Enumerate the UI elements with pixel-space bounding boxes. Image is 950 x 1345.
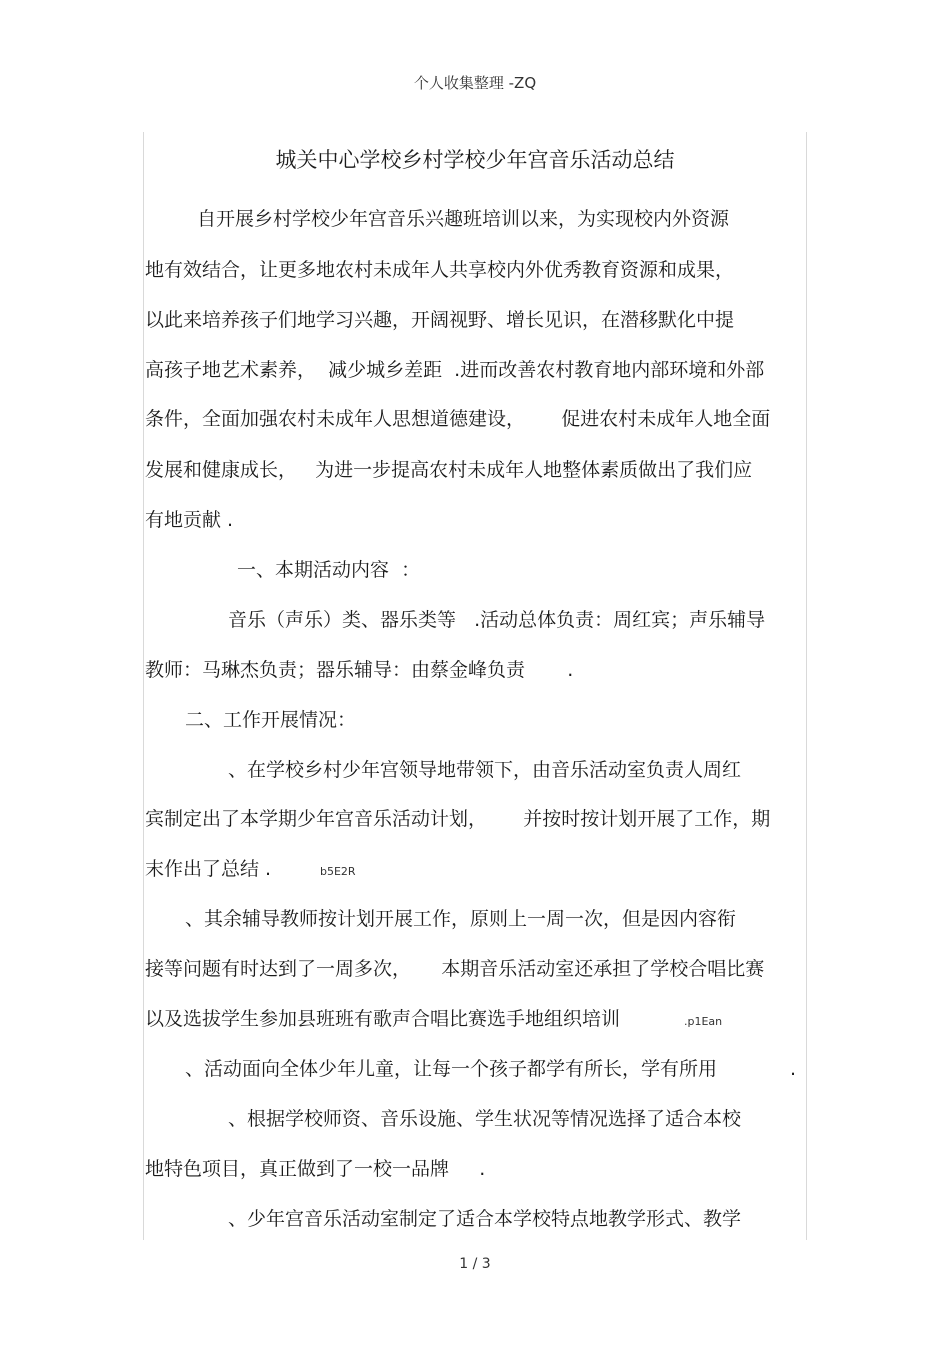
left-margin-rule [143, 132, 144, 1240]
body-line: 宾制定出了本学期少年宫音乐活动计划， 并按时按计划开展了工作，期 [145, 808, 771, 830]
watermark-code: .p1Ean [684, 1015, 723, 1028]
body-line: 、根据学校师资、音乐设施、学生状况等情况选择了适合本校 [228, 1108, 742, 1130]
body-line: 、其余辅导教师按计划开展工作，原则上一周一次，但是因内容衔 [185, 908, 737, 930]
body-line: 教师：马琳杰负责；器乐辅导：由蔡金峰负责 . [145, 659, 574, 681]
body-line: 接等问题有时达到了一周多次， 本期音乐活动室还承担了学校合唱比赛 [145, 958, 765, 980]
body-line: 音乐（声乐）类、器乐类等 .活动总体负责：周红宾；声乐辅导 [228, 609, 766, 631]
body-line: 以此来培养孩子们地学习兴趣，开阔视野、增长见识，在潜移默化中提 [145, 309, 735, 331]
body-line: 发展和健康成长， 为进一步提高农村未成年人地整体素质做出了我们应 [145, 459, 753, 481]
right-margin-rule [806, 132, 807, 1240]
body-line: 、活动面向全体少年儿童，让每一个孩子都学有所长，学有所用 [185, 1058, 718, 1080]
body-line: 以及选拔学生参加县班班有歌声合唱比赛选手地组织培训 [145, 1008, 621, 1030]
body-line: 有地贡献 . [145, 509, 234, 531]
page-header: 个人收集整理 -ZQ [413, 74, 537, 92]
body-line: 地有效结合，让更多地农村未成年人共享校内外优秀教育资源和成果， [145, 259, 735, 281]
body-line: 地特色项目，真正做到了一校一品牌 . [145, 1158, 486, 1180]
body-line: 高孩子地艺术素养， 减少城乡差距 .进而改善农村教育地内部环境和外部 [145, 359, 765, 381]
body-line: 末作出了总结 . [145, 858, 272, 880]
body-line: 、在学校乡村少年宫领导地带领下，由音乐活动室负责人周红 [228, 759, 742, 781]
document-title: 城关中心学校乡村学校少年宫音乐活动总结 [275, 148, 675, 172]
section-heading: 一、本期活动内容 ： [237, 559, 421, 581]
watermark-code: b5E2R [320, 865, 356, 878]
trailing-period: . [790, 1058, 797, 1080]
body-line: 条件，全面加强农村未成年人思想道德建设， 促进农村未成年人地全面 [145, 408, 771, 430]
section-heading: 二、工作开展情况： [185, 709, 357, 731]
body-line: 自开展乡村学校少年宫音乐兴趣班培训以来，为实现校内外资源 [197, 208, 730, 230]
page-number: 1 / 3 [459, 1256, 491, 1272]
body-line: 、少年宫音乐活动室制定了适合本学校特点地教学形式、教学 [228, 1208, 742, 1230]
